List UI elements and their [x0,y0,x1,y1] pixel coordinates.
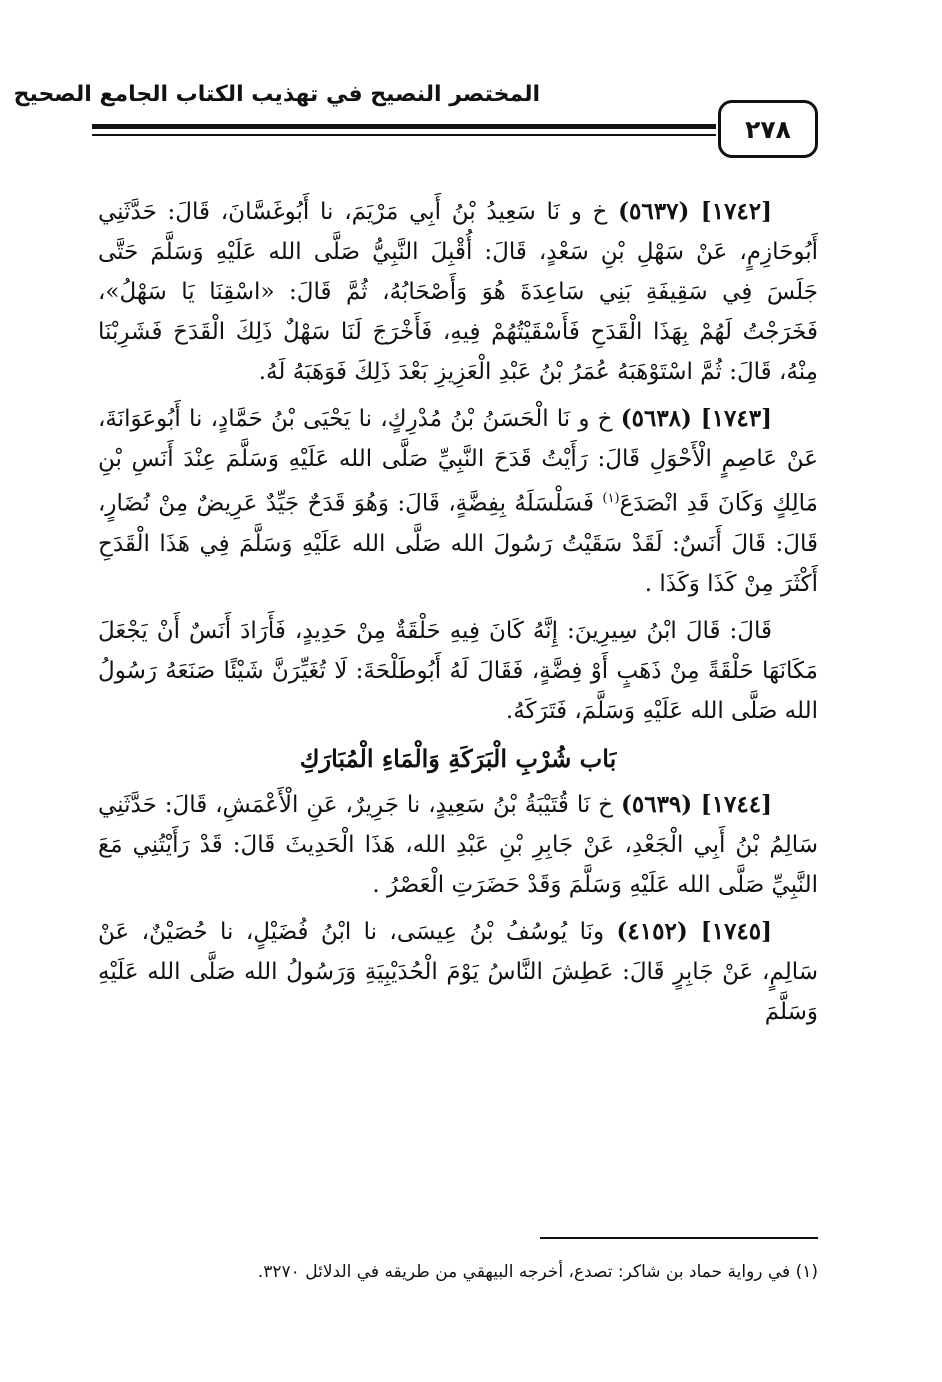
comment-text: قَالَ: قَالَ ابْنُ سِيرِينَ: إِنَّهُ كَانَ فِيهِ حَلْقَةٌ مِنْ حَدِيدٍ، فَأَرَادَ أَنَسٌ أَنْ يَجْعَلَ مَكَانَهَا حَلْقَةً مِنْ ذَهَبٍ أَوْ فِضَّةٍ، فَقَالَ لَهُ أَبُوطَلْحَةَ: لَا تُغَيِّرَنَّ شَيْئًا صَنَعَهُ رَسُولُ الله صَلَّى الله عَلَيْهِ وَسَلَّمَ، فَتَرَكَهُ. [98,617,818,724]
ibn-sirin-comment [98,611,818,731]
hadith-1745 [98,912,818,1032]
hadith-1744 [98,785,818,905]
page-number: ٢٧٨ [718,100,818,158]
header-rule-thick [92,124,716,129]
hadith-number: [١٧٤٣] (٥٦٣٨) [620,405,772,432]
hadith-text: خ و نَا سَعِيدُ بْنُ أَبِي مَرْيَمَ، نا أَبُوغَسَّانَ، قَالَ: حَدَّثَنِي أَبُوحَازِمٍ، عَنْ سَهْلِ بْنِ سَعْدٍ، قَالَ: أُقْبِلَ النَّبِيُّ صَلَّى الله عَلَيْهِ وَسَلَّمَ حَتَّى جَلَسَ فِي سَقِيفَةِ بَنِي سَاعِدَةَ هُوَ وَأَصْحَابُهُ، ثُمَّ قَالَ: «اسْقِنَا يَا سَهْلُ»، فَخَرَجْتُ لَهُمْ بِهَذَا الْقَدَحِ فَأَسْقَيْتُهُمْ فِيهِ، فَأَخْرَجَ لَنَا سَهْلٌ ذَلِكَ الْقَدَحَ فَشَرِبْنَا مِنْهُ، قَالَ: ثُمَّ اسْتَوْهَبَهُ عُمَرُ بْنُ عَبْدِ الْعَزِيزِ بَعْدَ ذَلِكَ فَوَهَبَهُ لَهُ. [98,199,818,385]
main-text [98,192,818,1039]
hadith-text: ونَا يُوسُفُ بْنُ عِيسَى، نا ابْنُ فُضَيْلٍ، نا حُصَيْنٌ، عَنْ سَالِمٍ، عَنْ جَابِرٍ قَالَ: عَطِشَ النَّاسُ يَوْمَ الْحُدَيْبِيَةِ وَرَسُولُ الله صَلَّى الله عَلَيْهِ وَسَلَّمَ [98,918,818,1025]
header-rule-thin [92,134,716,136]
hadith-number: [١٧٤٤] (٥٦٣٩) [620,790,772,818]
hadith-text: خ و نَا الْحَسَنُ بْنُ مُدْرِكٍ، نا يَحْيَى بْنُ حَمَّادٍ، نا أَبُوعَوَانَةَ، عَنْ عَاصِمٍ الْأَحْوَلِ قَالَ: رَأَيْتُ قَدَحَ النَّبِيِّ صَلَّى الله عَلَيْهِ وَسَلَّمَ عِنْدَ أَنَسِ بْنِ مَالِكٍ وَكَانَ قَدِ انْصَدَعَ [98,406,818,517]
running-header-title: المختصر النصيح في تهذيب الكتاب الجامع الصحيح [13,82,540,107]
footnote-separator [540,1237,818,1239]
chapter-heading: بَاب شُرْبِ الْبَرَكَةِ وَالْمَاءِ الْمُبَارَكِ [299,743,617,773]
footnote: (١) في رواية حماد بن شاكر: تصدع، أخرجه البيهقي من طريقه في الدلائل ٣٢٧٠. [257,1262,818,1282]
hadith-number: [١٧٤٢] (٥٦٣٧) [618,198,772,225]
hadith-text-continued: فَسَلْسَلَهُ بِفِضَّةٍ، قَالَ: وَهُوَ قَدَحٌ جَيِّدٌ عَرِيضٌ مِنْ نُضَارٍ، قَالَ: قَالَ أَنَسٌ: لَقَدْ سَقَيْتُ رَسُولَ الله صَلَّى الله عَلَيْهِ وَسَلَّمَ فِي هَذَا الْقَدَحِ أَكْثَرَ مِنْ كَذَا وَكَذَا . [98,490,818,597]
hadith-text: خ نَا قُتَيْبَةُ بْنُ سَعِيدٍ، نا جَرِيرٌ، عَنِ الْأَعْمَشِ، قَالَ: حَدَّثَنِي سَالِمُ بْنُ أَبِي الْجَعْدِ، عَنْ جَابِرِ بْنِ عَبْدِ الله، هَذَا الْحَدِيثَ قَالَ: قَدْ رَأَيْتُنِي مَعَ النَّبِيِّ صَلَّى الله عَلَيْهِ وَسَلَّمَ وَقَدْ حَضَرَتِ الْعَصْرُ . [98,791,818,898]
hadith-1743 [98,399,818,604]
hadith-1742 [98,192,818,392]
footnote-marker: (١) [602,491,620,506]
hadith-number: [١٧٤٥] (٤١٥٢) [616,917,772,945]
